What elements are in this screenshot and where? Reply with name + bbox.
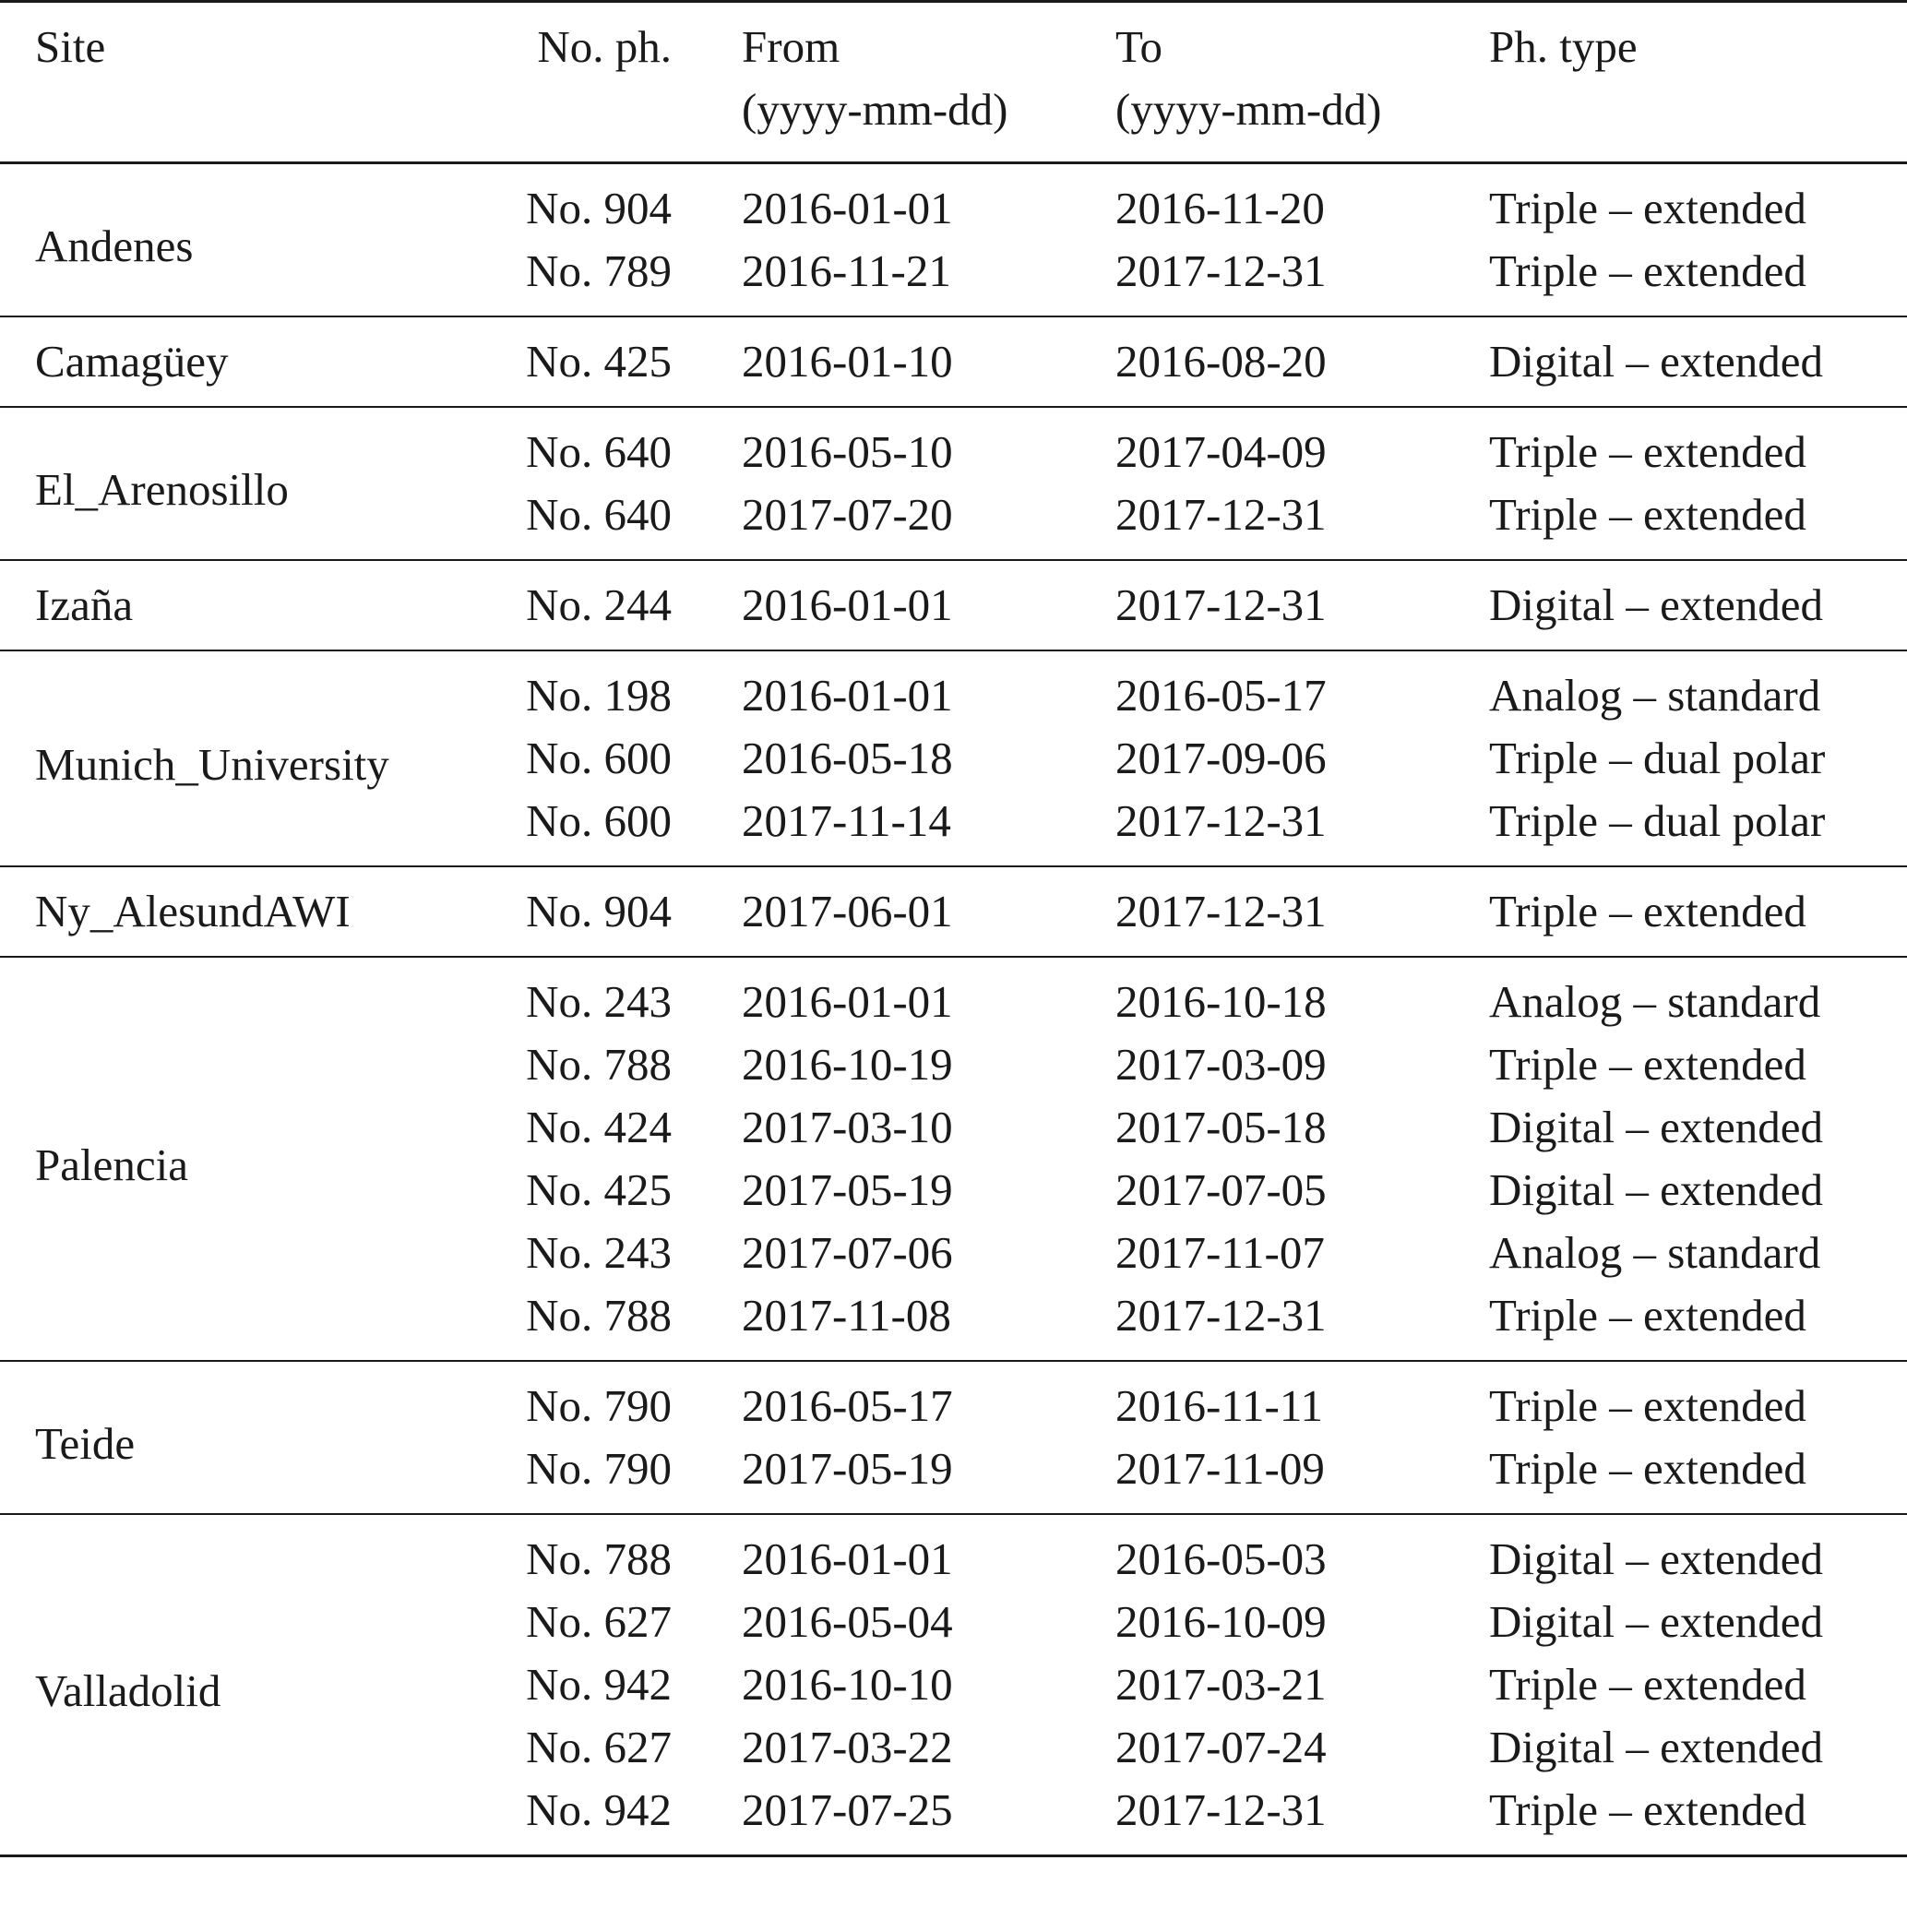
- from-date: 2016-11-21: [742, 245, 951, 296]
- from-date: 2017-05-19: [742, 1443, 953, 1494]
- photometer-number: No. 640: [526, 426, 672, 477]
- to-date: 2017-12-31: [1115, 1290, 1327, 1341]
- site-name: El_Arenosillo: [35, 464, 289, 515]
- photometer-number: No. 790: [526, 1443, 672, 1494]
- to-date: 2017-11-09: [1115, 1443, 1325, 1494]
- photometer-type: Triple – extended: [1489, 1039, 1806, 1090]
- from-date: 2017-03-22: [742, 1722, 953, 1772]
- table-row: [0, 316, 1907, 407]
- to-date: 2016-10-09: [1115, 1596, 1327, 1647]
- site-group: [0, 866, 1907, 957]
- photometer-type: Triple – dual polar: [1489, 795, 1826, 846]
- site-group: [0, 1361, 1907, 1514]
- photometer-number: No. 904: [526, 886, 672, 936]
- photometer-type: Triple – extended: [1489, 886, 1806, 936]
- photometer-type: Triple – extended: [1489, 1380, 1806, 1431]
- to-date: 2016-11-20: [1115, 183, 1325, 233]
- from-date: 2016-05-18: [742, 733, 953, 783]
- photometer-number: No. 243: [526, 1227, 672, 1278]
- photometer-number: No. 627: [526, 1722, 672, 1772]
- photometer-number: No. 600: [526, 733, 672, 783]
- to-date: 2017-09-06: [1115, 733, 1327, 783]
- site-name: Munich_University: [35, 739, 389, 790]
- from-date: 2017-05-19: [742, 1164, 953, 1215]
- from-date: 2016-01-01: [742, 1533, 953, 1584]
- table-row: [0, 650, 1907, 727]
- to-date: 2017-12-31: [1115, 245, 1327, 296]
- header-site: [0, 2, 471, 163]
- from-date: 2016-01-01: [742, 976, 953, 1027]
- photometer-type: Triple – extended: [1489, 426, 1806, 477]
- photometer-type: Triple – extended: [1489, 1290, 1806, 1341]
- table-header: [0, 2, 1907, 163]
- photometer-number: No. 904: [526, 183, 672, 233]
- from-date: 2017-07-25: [742, 1784, 953, 1835]
- to-date: 2017-07-24: [1115, 1722, 1327, 1772]
- photometer-type: Digital – extended: [1489, 1596, 1823, 1647]
- to-date: 2017-12-31: [1115, 579, 1327, 630]
- to-date: 2016-08-20: [1115, 336, 1327, 387]
- site-name: Teide: [35, 1418, 136, 1469]
- header-photometer-number: [471, 2, 738, 163]
- site-name: Palencia: [35, 1139, 188, 1190]
- to-date: 2017-04-09: [1115, 426, 1327, 477]
- from-date: 2016-10-10: [742, 1659, 953, 1710]
- header-from: [738, 2, 1112, 163]
- photometer-type: Triple – extended: [1489, 183, 1806, 233]
- site-group: [0, 957, 1907, 1361]
- from-date: 2016-01-01: [742, 183, 953, 233]
- table-row: [0, 1514, 1907, 1591]
- from-date: 2017-07-06: [742, 1227, 953, 1278]
- to-date: 2017-12-31: [1115, 795, 1327, 846]
- header-type-label: Ph. type: [1489, 21, 1638, 72]
- header-site-label: Site: [35, 21, 106, 72]
- site-name: Valladolid: [35, 1665, 221, 1716]
- photometer-type: Triple – extended: [1489, 245, 1806, 296]
- photometer-type: Triple – extended: [1489, 1443, 1806, 1494]
- to-date: 2017-05-18: [1115, 1102, 1327, 1152]
- site-group: [0, 316, 1907, 407]
- site-group: [0, 1514, 1907, 1856]
- photometer-type: Triple – dual polar: [1489, 733, 1826, 783]
- header-to-format: (yyyy-mm-dd): [1115, 84, 1382, 135]
- from-date: 2016-05-17: [742, 1380, 953, 1431]
- table-row: [0, 560, 1907, 650]
- from-date: 2016-05-04: [742, 1596, 953, 1647]
- photometer-number: No. 790: [526, 1380, 672, 1431]
- to-date: 2017-12-31: [1115, 886, 1327, 936]
- site-name: Ny_AlesundAWI: [35, 886, 351, 936]
- photometer-number: No. 942: [526, 1659, 672, 1710]
- from-date: 2016-01-10: [742, 336, 953, 387]
- to-date: 2017-03-09: [1115, 1039, 1327, 1090]
- photometer-number: No. 425: [526, 1164, 672, 1215]
- photometer-type: Triple – extended: [1489, 1784, 1806, 1835]
- photometer-number: No. 788: [526, 1533, 672, 1584]
- to-date: 2017-03-21: [1115, 1659, 1327, 1710]
- photometer-type: Analog – standard: [1489, 1227, 1821, 1278]
- table-row: [0, 163, 1907, 241]
- photometer-number: No. 627: [526, 1596, 672, 1647]
- photometer-type: Digital – extended: [1489, 336, 1823, 387]
- photometer-number: No. 640: [526, 489, 672, 540]
- from-date: 2017-03-10: [742, 1102, 953, 1152]
- header-photometer-type: [1485, 2, 1907, 163]
- photometer-number: No. 942: [526, 1784, 672, 1835]
- photometer-number: No. 243: [526, 976, 672, 1027]
- photometer-type: Digital – extended: [1489, 1722, 1823, 1772]
- table-row: [0, 407, 1907, 483]
- site-group: [0, 407, 1907, 560]
- photometer-number: No. 198: [526, 670, 672, 721]
- photometer-number: No. 600: [526, 795, 672, 846]
- table-row: [0, 957, 1907, 1033]
- photometer-type: Analog – standard: [1489, 670, 1821, 721]
- table-row: [0, 866, 1907, 957]
- photometer-type: Digital – extended: [1489, 1102, 1823, 1152]
- to-date: 2016-10-18: [1115, 976, 1327, 1027]
- header-ph-label: No. ph.: [537, 21, 672, 72]
- header-from-label: From: [742, 21, 840, 72]
- site-name: Izaña: [35, 579, 134, 630]
- to-date: 2016-05-03: [1115, 1533, 1327, 1584]
- to-date: 2017-11-07: [1115, 1227, 1325, 1278]
- from-date: 2017-11-08: [742, 1290, 951, 1341]
- table-row: [0, 1361, 1907, 1437]
- photometer-number: No. 244: [526, 579, 672, 630]
- to-date: 2016-11-11: [1115, 1380, 1323, 1431]
- photometer-type: Digital – extended: [1489, 1533, 1823, 1584]
- to-date: 2017-12-31: [1115, 489, 1327, 540]
- photometer-type: Triple – extended: [1489, 489, 1806, 540]
- photometer-number: No. 789: [526, 245, 672, 296]
- site-group: [0, 163, 1907, 317]
- photometer-type: Triple – extended: [1489, 1659, 1806, 1710]
- site-name: Andenes: [35, 221, 194, 271]
- site-group: [0, 560, 1907, 650]
- to-date: 2017-12-31: [1115, 1784, 1327, 1835]
- site-group: [0, 650, 1907, 866]
- to-date: 2016-05-17: [1115, 670, 1327, 721]
- site-name: Camagüey: [35, 336, 229, 387]
- from-date: 2017-06-01: [742, 886, 953, 936]
- header-from-format: (yyyy-mm-dd): [742, 84, 1008, 135]
- photometer-number: No. 425: [526, 336, 672, 387]
- from-date: 2017-07-20: [742, 489, 953, 540]
- from-date: 2016-10-19: [742, 1039, 953, 1090]
- to-date: 2017-07-05: [1115, 1164, 1327, 1215]
- photometer-number: No. 424: [526, 1102, 672, 1152]
- from-date: 2016-05-10: [742, 426, 953, 477]
- header-row: [0, 2, 1907, 163]
- photometer-type: Analog – standard: [1489, 976, 1821, 1027]
- photometer-type: Digital – extended: [1489, 1164, 1823, 1215]
- header-to: [1112, 2, 1485, 163]
- header-to-label: To: [1115, 21, 1163, 72]
- photometer-number: No. 788: [526, 1039, 672, 1090]
- from-date: 2016-01-01: [742, 670, 953, 721]
- photometer-number: No. 788: [526, 1290, 672, 1341]
- from-date: 2016-01-01: [742, 579, 953, 630]
- from-date: 2017-11-14: [742, 795, 951, 846]
- photometer-type: Digital – extended: [1489, 579, 1823, 630]
